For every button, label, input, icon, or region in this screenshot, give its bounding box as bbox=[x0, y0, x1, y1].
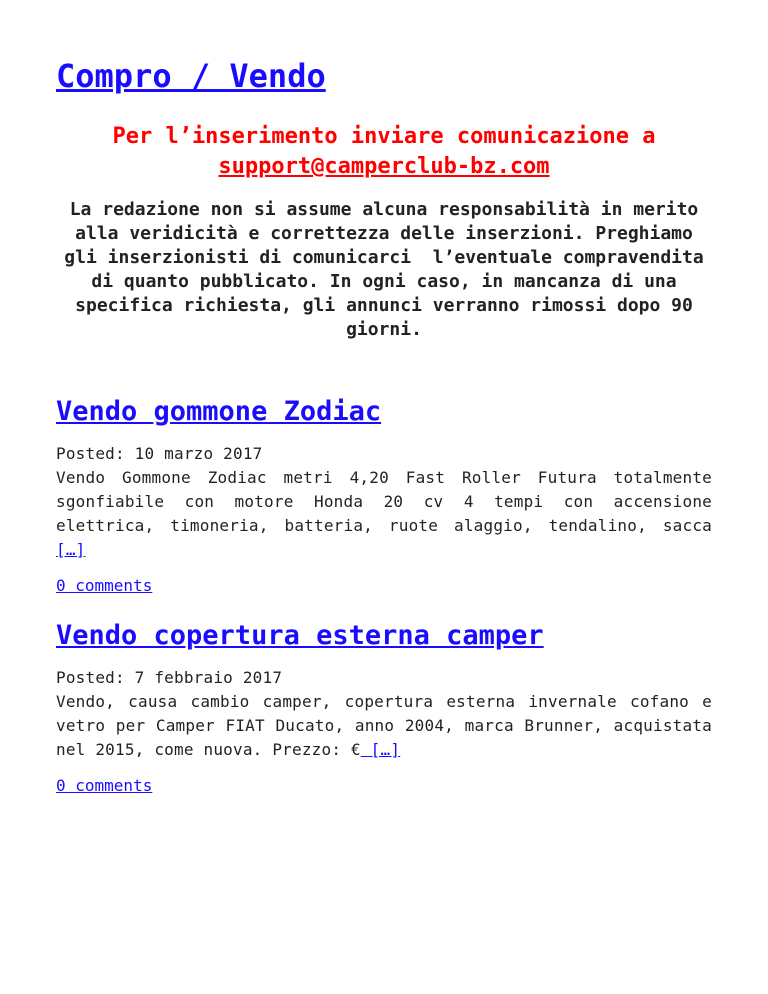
post-excerpt: Vendo Gommone Zodiac metri 4,20 Fast Roller Futura totalmente sgonfiabile con motore Honda 20 cv 4 tempi con accensione elettrica, timoneria, batteria, ruote alaggio, tendalino, sacca bbox=[56, 468, 712, 535]
disclaimer-text: La redazione non si assume alcuna responsabilità in merito alla veridicità e correttezza delle inserzioni. Preghiamo gli inserzionisti di comunicarci l’eventuale compravendita di quanto pubblicato. In ogni caso, in mancanza di una specifica richiesta, gli annunci verranno rimossi dopo 90 giorni. bbox=[64, 199, 704, 340]
post-item bbox=[56, 394, 712, 598]
post-title-link[interactable]: Vendo copertura esterna camper bbox=[56, 620, 544, 651]
page-title-link[interactable]: Compro / Vendo bbox=[56, 57, 326, 95]
post-body bbox=[56, 442, 712, 562]
intro-text: Per l’inserimento inviare comunicazione a bbox=[112, 124, 656, 149]
post-body bbox=[56, 666, 712, 762]
support-email-link[interactable]: support@camperclub-bz.com bbox=[218, 154, 550, 179]
comments-link[interactable]: 0 comments bbox=[56, 576, 153, 595]
post-item bbox=[56, 618, 712, 798]
post-title bbox=[56, 618, 712, 654]
comments-link[interactable]: 0 comments bbox=[56, 776, 153, 795]
post-title bbox=[56, 394, 712, 430]
post-date: Posted: 10 marzo 2017 bbox=[56, 444, 263, 463]
post-date: Posted: 7 febbraio 2017 bbox=[56, 668, 283, 687]
post-title-link[interactable]: Vendo gommone Zodiac bbox=[56, 396, 382, 427]
post-excerpt: Vendo, causa cambio camper, copertura esterna invernale cofano e vetro per Camper FIAT Ducato, anno 2004, marca Brunner, acquistata nel 2015, come nuova. Prezzo: € bbox=[56, 692, 712, 759]
intro-notice bbox=[56, 122, 712, 182]
read-more-link[interactable]: […] bbox=[56, 540, 86, 559]
read-more-link[interactable]: […] bbox=[360, 740, 401, 759]
page-title bbox=[56, 0, 712, 96]
